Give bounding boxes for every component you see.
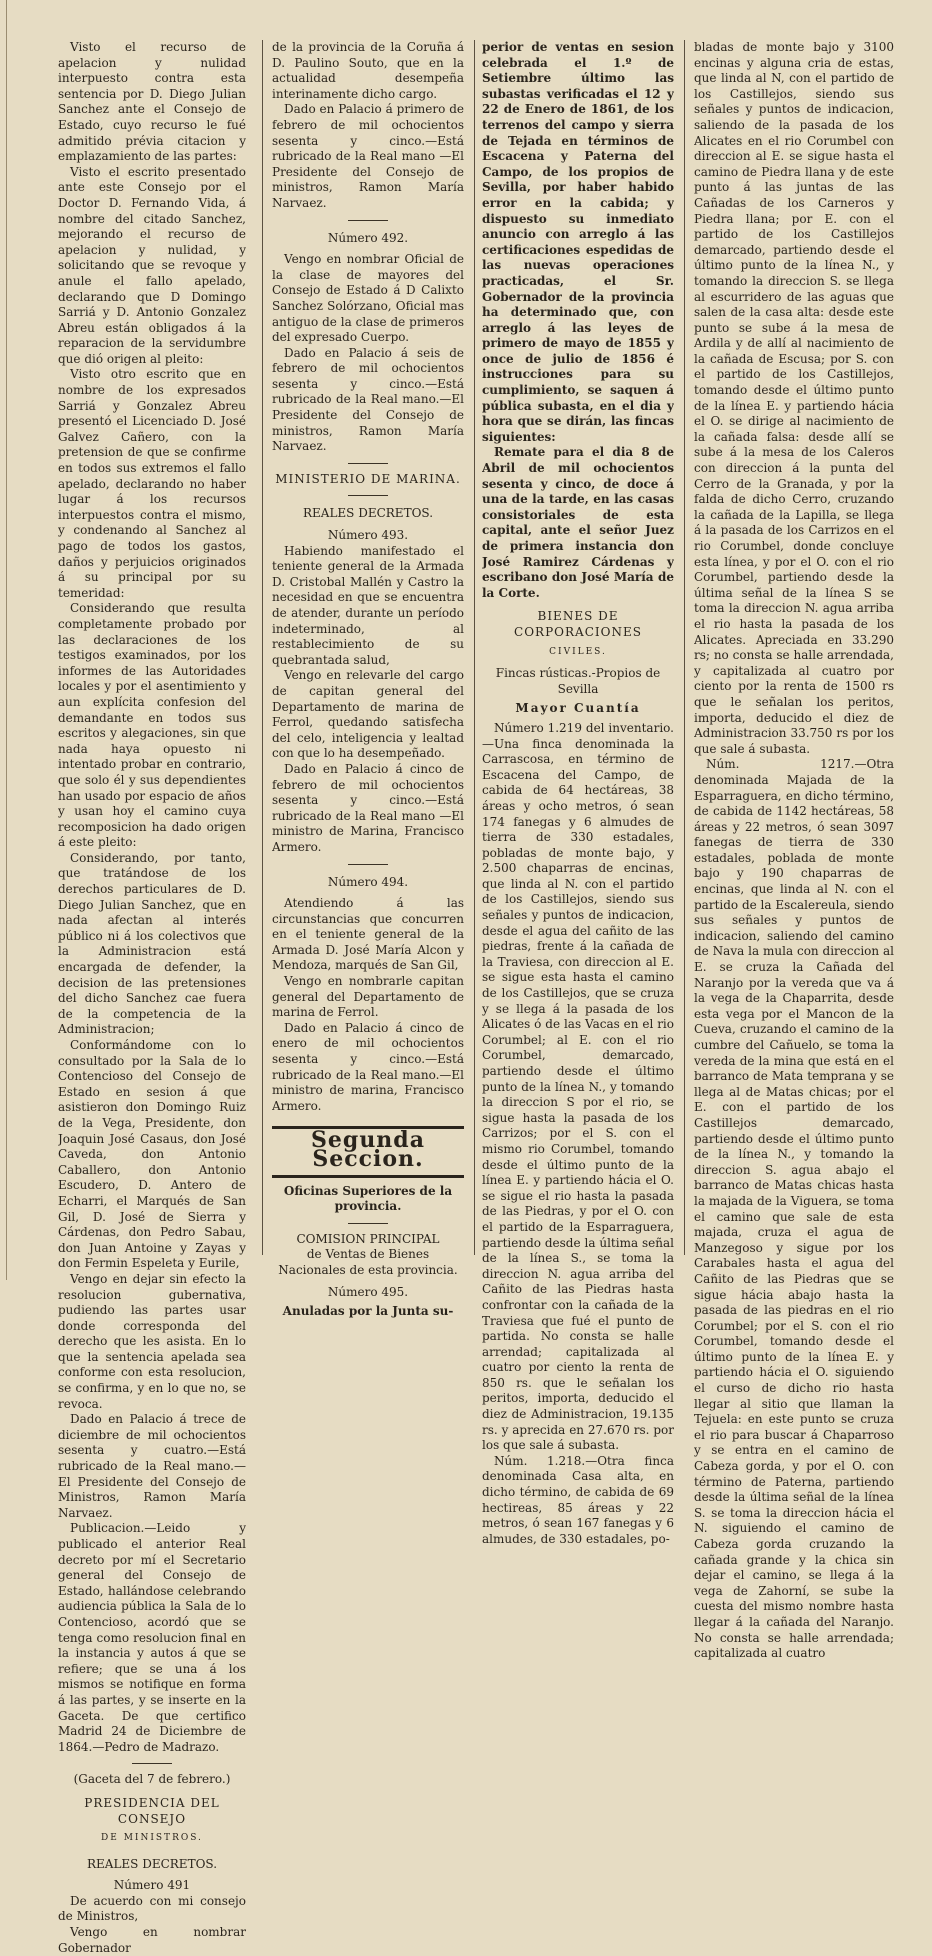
paragraph: De acuerdo con mi consejo de Ministros, [58, 1893, 246, 1924]
paragraph: Remate para el dia 8 de Abril de mil ochocientos sesenta y cinco, de doce á una de la tarde, en las casas consistoriales de esta capital, ante el señor Juez de primera instancia don José Ramirez Cárdenas y escribano don José María de la Corte. [482, 445, 674, 600]
section-subheading: CIVILES. [549, 646, 607, 657]
paragraph: Vengo en nombrarle capitan general del Departamento de marina de Ferrol. [272, 974, 464, 1020]
commission-subheading: de Ventas de Bienes Nacionales de esta provincia. [278, 1247, 458, 1277]
column-1 [58, 40, 246, 1956]
paragraph: Dado en Palacio á seis de febrero de mil ochocientos sesenta y cinco.—Está rubricado de la Real mano.—El Presidente del Consejo de ministros, Ramon María Narvaez. [272, 345, 464, 454]
paragraph: Publicacion.—Leido y publicado el anterior Real decreto por mí el Secretario general del Consejo de Estado, hallándose celebrando audiencia pública la Sala de lo Contencioso, acordó que se tenga como resolucion final en la instancia y autos á que se refiere; que se una á los mismos se notifique en forma á las partes, y se inserte en la Gaceta. De que certifico Madrid 24 de Diciembre de 1864.—Pedro de Madrazo. [58, 1521, 246, 1754]
section-heading: BIENES DE CORPORACIONES [514, 609, 642, 639]
separator [348, 495, 388, 496]
decree-number: Número 491 [113, 1878, 191, 1893]
separator [348, 864, 388, 865]
separator [348, 463, 388, 464]
decree-number: Número 493. [327, 528, 409, 543]
paragraph: Dado en Palacio á trece de diciembre de mil ochocientos sesenta y cuatro.—Está rubricado de la Real mano.—El Presidente del Consejo de Ministros, Ramon María Narvaez. [58, 1412, 246, 1520]
decree-number: Número 494. [327, 874, 409, 889]
paragraph: bladas de monte bajo y 3100 encinas y alguna cria de estas, que linda al N, con el partido de los Castillejos, siendo sus señales y puntos de indicacion, saliendo de la pasada de los Alicates en el rio Corumbel con direccion al E. se sigue hasta el camino de Piedra llana y de este punto á las juntas de las Cañadas de los Carneros y Piedra llana; por E. con el partido de los Castillejos demarcado, partiendo desde el último punto de la línea N., y tomando la direccion S. se llega al escurridero de las aguas que salen de la casa alta: desde este punto se sube á la mesa de Ardila y de allí al nacimiento de la cañada de Escusa; por S. con el partido de los Castillejos, tomando desde el último punto de la línea E. y partiendo hácia el O. se dirige al nacimiento de la cañada falsa: desde allí se sube á la mesa de los Caleros con direccion á la punta del Cerro de la Granada, y por la falda de dicho Cerro, cruzando la cañada de la Lapilla, se llega á la pasada de los Carrizos en el rio Corumbel, donde concluye esta línea, y por el O. con el rio Corumbel, partiendo desde la última señal de la línea S se toma la direccion N. agua arriba el rio hasta la pasada de los Alicates. Apreciada en 33.290 rs; no consta se halle arrendada, y capitalizada al cuatro por ciento por la renta de 1500 rs que le señalan los peritos, importa, deducido el diez de Administracion 33.750 rs por los que sale á subasta. [694, 40, 894, 756]
section-subheading: DE MINISTROS. [101, 1833, 203, 1844]
offices-heading: Oficinas Superiores de la provincia. [283, 1183, 453, 1214]
column-4 [694, 40, 894, 1662]
paragraph: Dado en Palacio á primero de febrero de mil ochocientos sesenta y cinco.—Está rubricado de la Real mano —El Presidente del Consejo de ministros, Ramon María Narvaez. [272, 102, 464, 210]
paragraph: Vengo en nombrar Gobernador [58, 1925, 246, 1955]
paragraph: Número 1.219 del inventario.—Una finca denominada la Carrascosa, en término de Escacena del Campo, de cabida de 64 hectáreas, 38 áreas y ocho metros, ó sean 174 fanegas y 6 almudes de tierra de 330 estadales, pobladas de monte bajo, y 2.500 chaparras de encinas, que linda al N. con el partido de los Castillejos, siendo sus señales y puntos de indicacion, desde el agua del cañito de las piedras, frente á la cañada de la Traviesa, con direccion al E. se sigue esta hasta el camino de los Castillejos, que se cruza y se llega á la pasada de los Alicates ó de las Vacas en el rio Corumbel; al E. con el rio Corumbel, demarcado, partiendo desde el último punto de la línea N., y tomando la direccion S por el rio, se sigue hasta la pasada de los Carrizos; por el S. con el mismo rio Corumbel, tomando desde el último punto de la línea E. y partiendo hácia el O. se sigue el rio hasta la pasada de las Piedras, y por el O. con el partido de la Esparraguera, partiendo desde la última señal de la línea S., se toma la direccion N. agua arriba del Cañito de las Piedras hasta confrontar con la cañada de la Traviesa que fué el punto de partida. No consta se halle arrendad; capitalizada al cuatro por ciento la renta de 850 rs. que le señalan los peritos, importa, deducido el diez de Administracion, 19.135 rs. y aprecida en 27.670 rs. por los que sale á subasta. [482, 720, 674, 1453]
section-heading: MINISTERIO DE MARINA. [275, 471, 461, 486]
paragraph: de la provincia de la Coruña á D. Paulino Souto, que en la actualidad desempeña interinamente dicho cargo. [272, 40, 464, 101]
paragraph: Núm. 1217.—Otra denominada Majada de la Esparraguera, en dicho término, de cabida de 1142 hectáreas, 58 áreas y 22 metros, ó sean 3097 fanegas de tierra de 330 estadales, poblada de monte bajo y 190 chaparras de encinas, que linda al N. con el partido de la Escalereula, siendo sus señales y puntos de indicacion, saliendo del camino de Nava la mula con direccion al E. se cruza la Cañada del Naranjo por la vereda que va á la vega de la Chaparrita, desde esta vega por el Mancon de la Cueva, cruzando el camino de la cumbre del Cañuelo, se toma la vereda de la mina que está en el barranco de Mata temprana y se llega al de Matas chicas; por el E. con el partido de los Castillejos demarcado, partiendo desde el último punto de la línea N., y tomando la direccion S. agua abajo el barranco de Matas chicas hasta la majada de la Viguera, se toma el camino que sale de esta majada, cruza el agua de Manzegoso y sigue por los Carabales hasta el agua del Cañito de las Piedras que se sigue hácia abajo hasta la pasada de las piedras en el rio Corumbel; por el S. con el rio Corumbel, tomando desde el último punto de la línea E. y partiendo hácia el O. siguiendo el curso de dicho rio hasta llegar al sitio que llaman la Tejuela: en este punto se cruza el rio para buscar á Chaparroso y se entra en el camino de Cabeza gorda, y por el O. con término de Paterna, partiendo desde la última señal de la línea S. se toma la direccion hácia el N. siguiendo el camino de Cabeza gorda cruzando la cañada grande y la chica sin dejar el camino, se llega á la vega de Zahorní, se sube la cuesta del mismo nombre hasta llegar á la cañada del Naranjo. No consta se halle arrendada; capitalizada al cuatro [694, 757, 894, 1661]
separator [132, 1763, 172, 1764]
column-2 [272, 40, 464, 1320]
paragraph: Visto otro escrito que en nombre de los expresados Sarriá y Gonzalez Abreu presentó el Licenciado D. José Galvez Cañero, con la pretension de que se confirme en todos sus extremos el fallo apelado, declarando no haber lugar á los recursos interpuestos contra el mismo, y condenando al Sanchez al pago de todos los gastos, daños y perjuicios originados á su principal por su temeridad: [58, 367, 246, 600]
decree-number: Número 492. [327, 230, 409, 245]
decrees-heading: REALES DECRETOS. [86, 1856, 218, 1871]
paragraph: Atendiendo á las circunstancias que concurren en el teniente general de la Armada D. José María Alcon y Mendoza, marqués de San Gil, [272, 896, 464, 973]
paragraph: Conformándome con lo consultado por la Sala de lo Contencioso del Consejo de Estado en sesion á que asistieron don Domingo Ruiz de la Vega, Presidente, don Joaquin José Casaus, don José Caveda, don Antonio Caballero, don Antonio Escudero, D. Antero de Echarri, el Marqués de San Gil, D. José de Sierra y Cárdenas, don Pedro Sabau, don Juan Antoine y Zayas y don Fermin Espeleta y Eurile, [58, 1038, 246, 1271]
paragraph: Vengo en nombrar Oficial de la clase de mayores del Consejo de Estado á D Calixto Sanchez Solórzano, Oficial mas antiguo de la clase de primeros del expresado Cuerpo. [272, 252, 464, 345]
paragraph: Dado en Palacio á cinco de febrero de mil ochocientos sesenta y cinco.—Está rubricado de la Real mano —El ministro de Marina, Francisco Armero. [272, 761, 464, 854]
section-heading: PRESIDENCIA DEL CONSEJO [84, 1795, 220, 1826]
column-divider [262, 40, 263, 1255]
column-divider [684, 40, 685, 1255]
paragraph: Anuladas por la Junta su- [282, 1304, 454, 1319]
page-edge-line [6, 0, 7, 1280]
decree-number: Número 495. [327, 1284, 409, 1299]
commission-heading: COMISION PRINCIPAL [296, 1231, 440, 1246]
paragraph: Habiendo manifestado el teniente general de la Armada D. Cristobal Mallén y Castro la necesidad en que se encuentra de atender, durante un período indeterminado, al restablecimiento de su quebrantada salud, [272, 543, 464, 667]
paragraph: Vengo en dejar sin efecto la resolucion gubernativa, pudiendo las partes usar donde corresponda del derecho que les asista. En lo que la sentencia apelada sea conforme con esta resolucion, se confirma, y en lo que no, se revoca. [58, 1271, 246, 1411]
separator [348, 220, 388, 221]
paragraph: Dado en Palacio á cinco de enero de mil ochocientos sesenta y cinco.—Está rubricado de la Real mano.—El ministro de marina, Francisco Armero. [272, 1020, 464, 1113]
section-banner-title: Segunda Seccion. [311, 1127, 425, 1172]
paragraph: perior de ventas en sesion celebrada el 1.º de Setiembre último las subastas verificadas el 12 y 22 de Enero de 1861, de los terrenos del campo y sierra de Tejada en términos de Escacena y Paterna del Campo, de los propios de Sevilla, por haber habido error en la cabida; y dispuesto su inmediato anuncio con arreglo á las certificaciones espedidas de las nuevas operaciones practicadas, el Sr. Gobernador de la provincia ha determinado que, con arreglo á las leyes de primero de mayo de 1855 y once de julio de 1856 é instrucciones para su cumplimiento, se saquen á pública subasta, en el dia y hora que se dirán, las fincas siguientes: [482, 40, 674, 444]
paragraph: Visto el escrito presentado ante este Consejo por el Doctor D. Fernando Vida, á nombre del citado Sanchez, mejorando el recurso de apelacion y nulidad, y solicitando que se revoque y anule el fallo apelado, declarando que D Domingo Sarriá y D. Antonio Gonzalez Abreu están obligados á la reparacion de la servidumbre que dió origen al pleito: [58, 164, 246, 366]
paragraph: Visto el recurso de apelacion y nulidad interpuesto contra esta sentencia por D. Diego Julian Sanchez ante el Consejo de Estado, cuyo recurso le fué admitido prévia citacion y emplazamiento de las partes: [58, 40, 246, 164]
column-3 [482, 40, 674, 1547]
paragraph: Núm. 1.218.—Otra finca denominada Casa alta, en dicho término, de cabida de 69 hectireas, 85 áreas y 22 metros, ó sean 167 fanegas y 6 almudes, de 330 estadales, po- [482, 1453, 674, 1546]
column-divider [474, 40, 475, 1255]
paragraph: Considerando que resulta completamente probado por las declaraciones de los testigos examinados, por los informes de las Autoridades locales y por el asentimiento y aun explícita confesion del demandante en todos sus escritos y alegaciones, sin que nada haya opuesto ni intentado probar en contrario, que solo él y sus dependientes han usado por espacio de años y usan hoy el camino cuya recomposicion ha dado origen á este pleito: [58, 601, 246, 850]
paragraph: Vengo en relevarle del cargo de capitan general del Departamento de marina de Ferrol, quedando satisfecha del celo, inteligencia y lealtad con que lo ha desempeñado. [272, 668, 464, 761]
decrees-heading: REALES DECRETOS. [302, 506, 434, 521]
section-banner [272, 1126, 464, 1177]
gaceta-note: (Gaceta del 7 de febrero.) [73, 1772, 231, 1787]
separator [348, 1223, 388, 1224]
paragraph: Considerando, por tanto, que tratándose de los derechos particulares de D. Diego Julian Sanchez, que en nada afectan al interés público ni á los colectivos que la Administracion está encargada de defender, la decision de las pretensiones del dicho Sanchez cae fuera de la competencia de la Administracion; [58, 850, 246, 1037]
mayor-cuantia-heading: Mayor Cuantía [515, 701, 641, 716]
fincas-heading: Fincas rústicas.-Propios de Sevilla [495, 666, 661, 696]
